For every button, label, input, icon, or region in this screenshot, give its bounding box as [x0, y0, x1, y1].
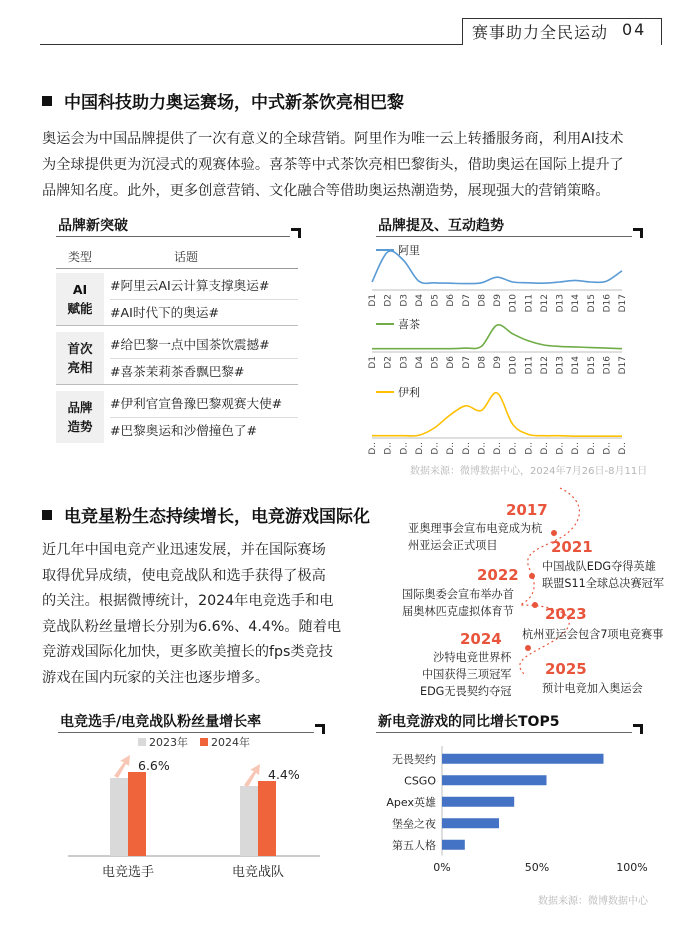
x-tick-label: D.. [555, 442, 566, 455]
x-tick-label: D4 [414, 356, 425, 369]
x-tick-label: D4 [414, 294, 425, 307]
topic-cell: #喜茶茉莉茶香飘巴黎# [110, 358, 298, 384]
x-tick-label: D.. [368, 442, 378, 455]
bar [258, 781, 276, 856]
category-label: Apex英雄 [386, 795, 436, 809]
timeline-year: 2024 [460, 630, 502, 648]
x-tick-label: D.. [539, 442, 550, 455]
section1-title: 中国科技助力奥运赛场，中式新茶饮亮相巴黎 [42, 88, 404, 113]
brand-panel-rule [56, 236, 290, 237]
data-label: 4.4% [268, 767, 300, 782]
x-tick-label: D9 [493, 356, 503, 369]
x-tick-label: D8 [477, 294, 488, 307]
category-label: 堡垒之夜 [392, 817, 436, 831]
data-label: 6.6% [138, 758, 170, 773]
x-tick-label: 50% [524, 861, 550, 874]
fans-bar-chart [58, 734, 328, 884]
page-header [0, 0, 700, 50]
table-header [56, 243, 298, 269]
trend-panel-title: 品牌提及、互动趋势 [378, 218, 504, 234]
bar [442, 775, 547, 785]
header-title: 赛事助力全民运动 [472, 23, 609, 42]
fans-panel-rule [58, 732, 314, 733]
x-tick-label: D3 [399, 294, 410, 307]
para-line: 竞战队粉丝量增长分别为6.6%、4.4%。随着电 [42, 618, 342, 635]
timeline-text: 中国战队EDG夺得英雄 联盟S11全球总决赛冠军 [542, 560, 665, 590]
topic-cell: #给巴黎一点中国茶饮震撼# [110, 337, 270, 352]
legend-label: 2024年 [211, 736, 250, 749]
legend-swatch [138, 738, 146, 746]
x-tick-label: D2 [383, 356, 394, 369]
x-tick-label: 100% [616, 861, 648, 874]
x-tick-label: D6 [446, 294, 457, 307]
section2-paragraph [42, 538, 341, 691]
top5-panel-rule [376, 732, 632, 733]
growth-arrow-icon [114, 755, 130, 778]
footer-source: 数据来源：微博数据中心 [538, 896, 648, 907]
x-tick-label: D10 [508, 356, 519, 375]
category-label: 无畏契约 [392, 752, 436, 766]
category-label: 第五人格 [392, 838, 436, 852]
topic-cell: #巴黎奥运和沙僧撞色了# [110, 417, 298, 443]
type-cell: 品牌 造势 [56, 391, 104, 443]
x-tick-label: D17 [618, 356, 628, 375]
x-tick-label: D15 [586, 294, 597, 313]
x-tick-label: D.. [430, 442, 441, 455]
top5-panel-title: 新电竞游戏的同比增长TOP5 [378, 714, 560, 730]
para-line: 为全球提供更为沉浸式的观赛体验。喜茶等中式茶饮亮相巴黎街头，借助奥运在国际上提升了 [42, 157, 624, 173]
para-line: 近几年中国电竞产业迅速发展，并在国际赛场 [42, 542, 326, 558]
x-tick-label: D1 [368, 294, 378, 307]
para-line: 品牌知名度。此外，更多创意营销、文化融合等借助奥运热潮造势，展现强大的营销策略。 [42, 183, 610, 199]
x-tick-label: D10 [508, 294, 519, 313]
x-tick-label: D.. [399, 442, 410, 455]
topic-cell: #伊利官宣鲁豫巴黎观赛大使# [110, 396, 283, 411]
table-row-group [56, 273, 298, 326]
bar [110, 778, 128, 856]
x-tick-label: D9 [493, 294, 503, 307]
bar [442, 754, 604, 764]
trend-line-charts [360, 240, 650, 462]
x-tick-label: D3 [399, 356, 410, 369]
x-tick-label: D13 [555, 356, 566, 375]
timeline-dot [529, 573, 535, 579]
timeline-year: 2022 [477, 566, 519, 584]
x-tick-label: D.. [618, 442, 628, 455]
x-tick-label: D.. [571, 442, 582, 455]
category-label: CSGO [404, 774, 436, 788]
growth-arrow-icon [244, 764, 260, 787]
x-tick-label: D5 [430, 356, 441, 369]
x-tick-label: D.. [414, 442, 425, 455]
x-tick-label: D.. [602, 442, 613, 455]
bullet-square-icon [42, 96, 52, 106]
trend-panel-rule [376, 236, 632, 237]
bar [240, 786, 258, 856]
timeline-text: 国际奥委会宣布举办首 届奥林匹克虚拟体育节 [402, 588, 514, 618]
para-line: 竞游戏国际化加快，更多欧美擅长的fps类竞技 [42, 644, 333, 660]
x-tick-label: D7 [461, 294, 472, 307]
bullet-square-icon [42, 510, 52, 520]
legend-label: 伊利 [398, 386, 420, 399]
bar [442, 840, 465, 850]
top5-bar-chart [370, 738, 660, 878]
timeline-year: 2023 [545, 605, 587, 623]
corner-mark [315, 724, 325, 734]
x-tick-label: D1 [368, 356, 378, 369]
x-tick-label: D.. [446, 442, 457, 455]
x-tick-label: D11 [524, 356, 535, 375]
topic-cell: #AI时代下的奥运# [110, 299, 298, 325]
bar [128, 772, 146, 856]
x-tick-label: D11 [524, 294, 535, 313]
x-tick-label: D2 [383, 294, 394, 307]
fans-panel-title: 电竞选手/电竞战队粉丝量增长率 [60, 714, 262, 730]
brand-table [56, 243, 298, 443]
bar [442, 818, 499, 828]
timeline-year: 2017 [506, 501, 548, 519]
x-tick-label: D8 [477, 356, 488, 369]
timeline-text: 亚奥理事会宣布电竞成为杭 州亚运会正式项目 [408, 522, 543, 552]
para-line: 游戏在国内玩家的关注也逐步增多。 [42, 669, 270, 686]
para-line: 的关注。根据微博统计，2024年电竞选手和电 [42, 593, 334, 609]
topic-cell: #阿里云AI云计算支撑奥运# [110, 278, 270, 293]
trend-series-0 [368, 244, 628, 312]
x-tick-label: D.. [477, 442, 488, 455]
timeline-text: 沙特电竞世界杯 中国获得三项冠军 EDG无畏契约夺冠 [420, 651, 512, 698]
x-tick-label: D.. [493, 442, 503, 455]
timeline-year: 2025 [545, 660, 587, 678]
type-cell: 首次 亮相 [56, 332, 104, 384]
x-tick-label: 0% [433, 861, 451, 874]
x-tick-label: D16 [602, 294, 613, 313]
legend-swatch [200, 738, 208, 746]
brand-panel-title: 品牌新突破 [58, 218, 128, 234]
bar [442, 797, 514, 807]
para-line: 奥运会为中国品牌提供了一次有意义的全球营销。阿里作为唯一云上转播服务商，利用AI技术 [42, 131, 624, 147]
page-number: 04 [622, 20, 647, 39]
section2-title: 电竞星粉生态持续增长，电竞游戏国际化 [42, 502, 370, 527]
col-type-header: 类型 [68, 250, 93, 264]
x-tick-label: D16 [602, 356, 613, 375]
table-row-group [56, 332, 298, 385]
x-tick-label: D15 [586, 356, 597, 375]
timeline-text: 预计电竞加入奥运会 [542, 682, 643, 695]
trend-source: 数据来源：微博数据中心，2024年7月26日-8月11日 [410, 466, 648, 477]
x-tick-label: D.. [461, 442, 472, 455]
legend-label: 2023年 [149, 736, 188, 749]
x-tick-label: D14 [571, 294, 582, 313]
timeline-text: 杭州亚运会包含7项电竞赛事 [522, 628, 664, 641]
x-tick-label: D12 [539, 294, 550, 313]
table-row-group [56, 391, 298, 443]
x-tick-label: D7 [461, 356, 472, 369]
section1-paragraph [42, 126, 624, 204]
corner-mark [291, 228, 301, 238]
category-label: 电竞选手 [101, 865, 155, 880]
x-tick-label: D5 [430, 294, 441, 307]
x-tick-label: D13 [555, 294, 566, 313]
timeline-year: 2021 [551, 538, 593, 556]
legend-label: 阿里 [398, 244, 420, 257]
trend-series-2 [368, 385, 628, 455]
type-cell: AI 赋能 [56, 273, 104, 325]
col-topic-header: 话题 [174, 250, 199, 264]
x-tick-label: D17 [618, 294, 628, 313]
x-tick-label: D.. [586, 442, 597, 455]
legend-label: 喜茶 [398, 318, 420, 331]
x-tick-label: D.. [508, 442, 519, 455]
timeline-dot [532, 602, 538, 608]
category-label: 电竞战队 [231, 865, 285, 880]
series-line [372, 393, 622, 436]
x-tick-label: D.. [383, 442, 394, 455]
para-line: 取得优异成绩，使电竞战队和选手获得了极高 [42, 567, 326, 584]
x-tick-label: D6 [446, 356, 457, 369]
timeline-dot [525, 645, 531, 651]
trend-series-1 [368, 317, 628, 374]
corner-mark [633, 724, 643, 734]
x-tick-label: D12 [539, 356, 550, 375]
x-tick-label: D.. [524, 442, 535, 455]
corner-mark [633, 228, 643, 238]
x-tick-label: D14 [571, 356, 582, 375]
timeline-dot [551, 530, 557, 536]
